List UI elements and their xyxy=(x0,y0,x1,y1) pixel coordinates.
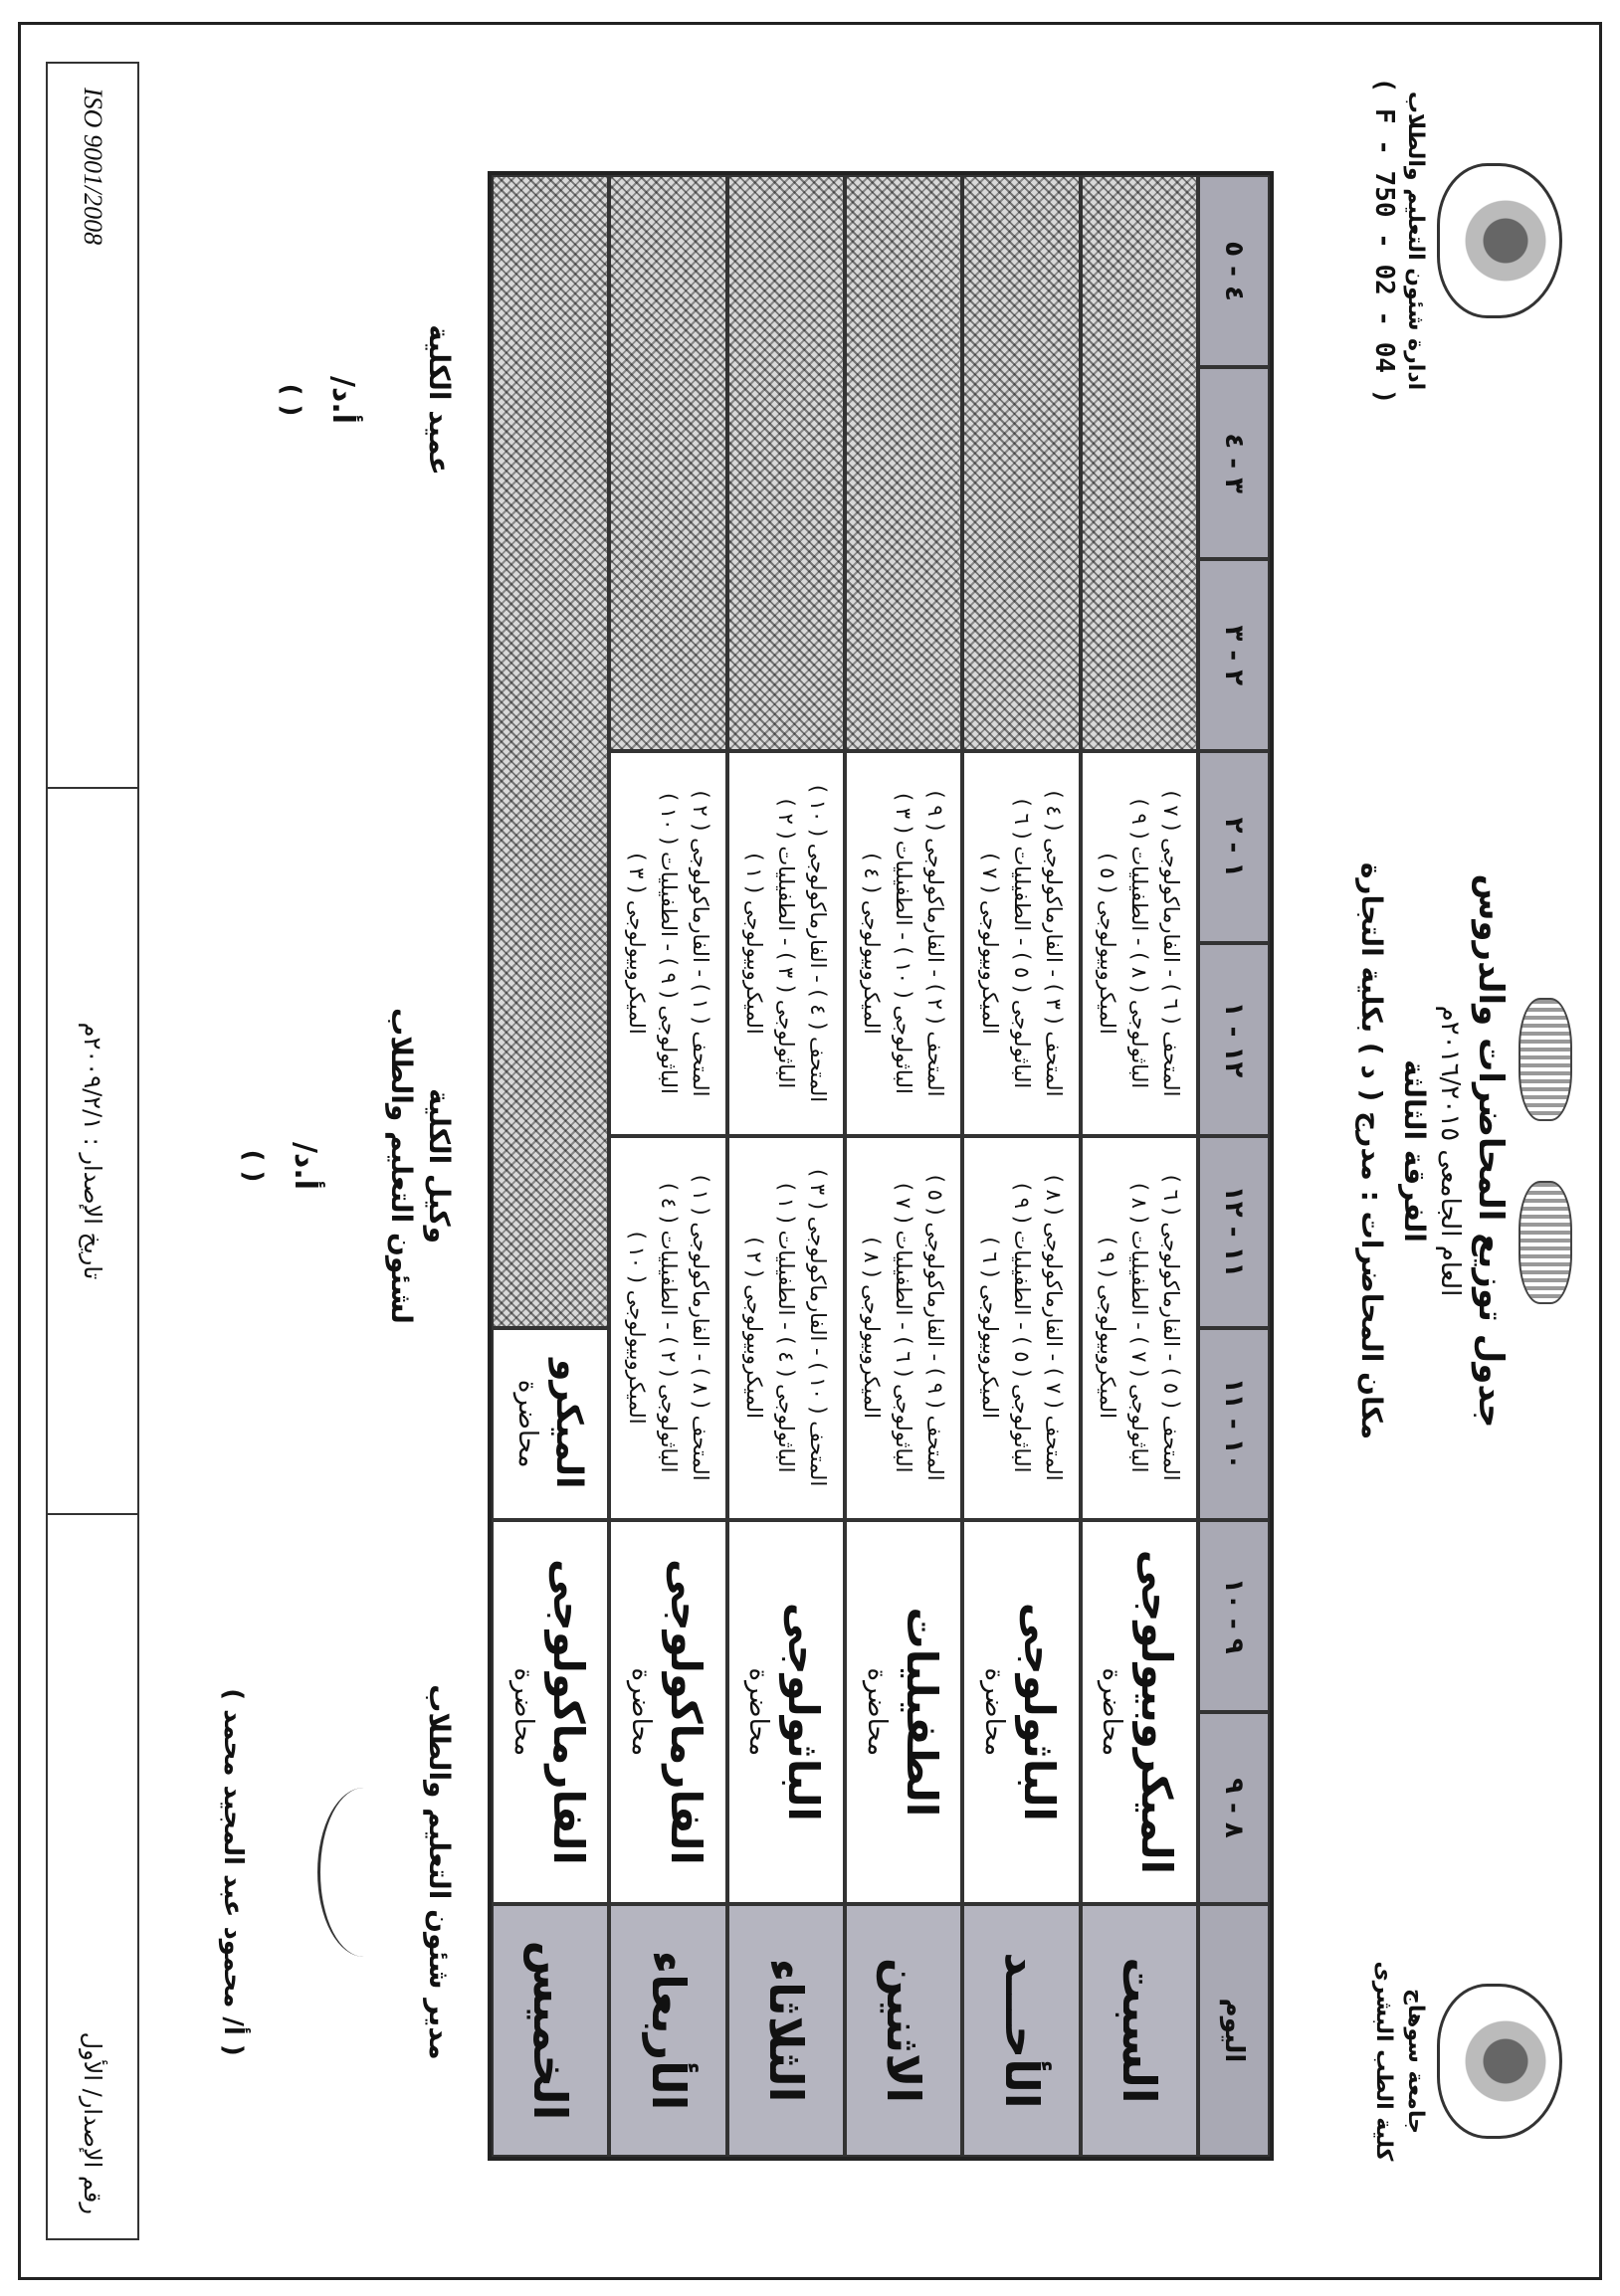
practical-cell: المتحف ( ٢ ) - الفارماكولوجى ( ٩ ) الباثولوجى ( ١٠ ) - الطفيليات ( ٣ ) الميكروبيولوجى ( ٤ ) xyxy=(845,751,962,1135)
director-signature xyxy=(218,1653,458,2091)
dean-signature xyxy=(276,181,458,619)
vice-dean-role: وكيل الكلية xyxy=(423,1087,456,1244)
lecture-subject: الفارماكولوجى xyxy=(543,1559,593,1865)
dean-name: ( ) xyxy=(276,383,305,417)
edition-number: رقم الإصدار/ الأول xyxy=(79,2031,106,2214)
lecture-location xyxy=(1355,669,1388,1633)
class-year: الفرقة الثالثة xyxy=(1398,1059,1431,1243)
practical-cell: المتحف ( ٤ ) - الفارماكولوجى ( ١٠ ) الباثولوجى ( ٣ ) - الطفيليات ( ٢ ) الميكروبيولوجى ( ١ ) xyxy=(727,751,845,1135)
page-title: جدول توزيع المحاضرات والدروس xyxy=(1471,873,1511,1429)
iso-logo xyxy=(1519,998,1572,1121)
lecture-cell xyxy=(962,1520,1080,1904)
empty-slot xyxy=(492,175,609,1328)
lecture-kind: محاضرة xyxy=(743,1667,774,1757)
practical-cell: المتحف ( ٣ ) - الفارماكولوجى ( ٤ ) الباثولوجى ( ٥ ) - الطفيليات ( ٦ ) الميكروبيولوجى ( ٧ ) xyxy=(962,751,1080,1135)
day-cell: الأحـــد xyxy=(962,1904,1080,2157)
time-header: ١ - ٢ xyxy=(1198,751,1270,943)
document-footer xyxy=(46,62,139,2240)
practical-cell: المتحف ( ٥ ) - الفارماكولوجى ( ٦ ) الباثولوجى ( ٧ ) - الطفيليات ( ٨ ) الميكروبيولوجى ( ٩ ) xyxy=(1081,1136,1198,1520)
day-cell: الأربعاء xyxy=(609,1904,726,2157)
schedule-table xyxy=(488,171,1274,2161)
time-header: ٩ - ١٠ xyxy=(1198,1520,1270,1712)
day-cell: الاثنين xyxy=(845,1904,962,2157)
lecture-subject: الباثولوجى xyxy=(1015,1602,1065,1821)
vice-dean-role-line2: لشئون التعليم والطلاب xyxy=(385,1008,418,1324)
iso-certification: ISO 9001/2008 xyxy=(79,88,107,246)
practical-cell: المتحف ( ٩ ) - الفارماكولوجى ( ٥ ) الباثولوجى ( ٦ ) - الطفيليات ( ٧ ) الميكروبيولوجى ( ٨ ) xyxy=(845,1136,962,1520)
vice-dean-initials: أ.د/ xyxy=(288,1141,322,1191)
day-cell: السبت xyxy=(1081,1904,1198,2157)
time-header: ٣ - ٤ xyxy=(1198,367,1270,559)
day-cell: الثلاثاء xyxy=(727,1904,845,2157)
location-value: مدرج ( د ) بكلية التجارة xyxy=(1355,861,1388,1181)
title-block xyxy=(1355,669,1572,1633)
lecture-cell xyxy=(1081,1520,1198,1904)
dean-role: عميد الكلية xyxy=(423,324,456,476)
practical-cell: المتحف ( ٦ ) - الفارماكولوجى ( ٧ ) الباثولوجى ( ٨ ) - الطفيليات ( ٩ ) الميكروبيولوجى ( ٥ ) xyxy=(1081,751,1198,1135)
lecture-kind: محاضرة xyxy=(507,1667,538,1757)
lecture-subject: الفارماكولوجى xyxy=(662,1559,711,1865)
practical-cell: المتحف ( ١ ) - الفارماكولوجى ( ٢ ) الباثولوجى ( ٩ ) - الطفيليات ( ١٠ ) الميكروبيولوجى ( ٣ ) xyxy=(609,751,726,1135)
lecture-subject: الباثولوجى xyxy=(779,1602,829,1821)
empty-slot xyxy=(1081,175,1198,751)
accreditation-logos xyxy=(1519,669,1572,1633)
lecture-kind: محاضرة xyxy=(861,1667,892,1757)
lecture-cell xyxy=(845,1520,962,1904)
lecture-kind: محاضرة xyxy=(511,1379,542,1468)
handwritten-signature xyxy=(317,1788,410,1957)
empty-slot xyxy=(845,175,962,751)
time-header: ٤ - ٥ xyxy=(1198,175,1270,367)
form-code: ( F - 750 - 02 - 04 ) xyxy=(1369,77,1399,405)
time-header: ١٠ - ١١ xyxy=(1198,1328,1270,1520)
lecture-kind: محاضرة xyxy=(1097,1667,1127,1757)
department-name: ادارة شئون التعليم والطلاب xyxy=(1403,91,1428,391)
academic-year: العام الجامعى ٢٠١٦/٢٠١٥م xyxy=(1435,1005,1465,1297)
location-label: مكان المحاضرات : xyxy=(1355,1190,1388,1440)
lecture-subject: الميكروبيولوجى xyxy=(1132,1549,1182,1875)
practical-cell: المتحف ( ٧ ) - الفارماكولوجى ( ٨ ) الباثولوجى ( ٥ ) - الطفيليات ( ٩ ) الميكروبيولوجى ( ٦ ) xyxy=(962,1136,1080,1520)
schedule-sheet xyxy=(18,22,1602,2280)
lecture-subject: الطفيليات xyxy=(897,1607,946,1818)
time-header: ٨ - ٩ xyxy=(1198,1712,1270,1904)
lecture-cell xyxy=(727,1520,845,1904)
lecture-kind: محاضرة xyxy=(626,1667,657,1757)
empty-slot xyxy=(727,175,845,751)
empty-slot xyxy=(609,175,726,751)
lecture-cell xyxy=(492,1328,609,1520)
issue-date: تاريخ الإصدار : ٢٠٠٩/٢/١م xyxy=(48,787,137,1514)
university-name: جامعة سوهاج xyxy=(1403,1989,1428,2134)
quality-logo xyxy=(1519,1181,1572,1304)
practical-cell: المتحف ( ١٠ ) - الفارماكولوجى ( ٣ ) الباثولوجى ( ٤ ) - الطفيليات ( ١ ) الميكروبيولوجى ( ٢ ) xyxy=(727,1136,845,1520)
time-header: ٢ - ٣ xyxy=(1198,559,1270,751)
department-header xyxy=(1369,62,1562,420)
director-name: ( أ/ محمود عبد المجيد محمد ) xyxy=(218,1688,248,2056)
vice-dean-name: ( ) xyxy=(238,1149,268,1183)
time-header: ١٢ - ١ xyxy=(1198,943,1270,1135)
vice-dean-signature xyxy=(238,947,458,1385)
day-cell: الخميس xyxy=(492,1904,609,2157)
university-header xyxy=(1367,1882,1562,2240)
department-logo xyxy=(1437,163,1562,318)
director-role: مدير شئون التعليم والطلاب xyxy=(423,1684,456,2060)
day-column-header: اليوم xyxy=(1198,1904,1270,2157)
lecture-cell xyxy=(609,1520,726,1904)
faculty-name: كلية الطب البشرى xyxy=(1371,1961,1396,2162)
dean-initials: أ.د/ xyxy=(325,375,360,425)
practical-cell: المتحف ( ٨ ) - الفارماكولوجى ( ١ ) الباثولوجى ( ٢ ) - الطفيليات ( ٤ ) الميكروبيولوجى ( ١٠ ) xyxy=(609,1136,726,1520)
empty-slot xyxy=(962,175,1080,751)
lecture-cell xyxy=(492,1520,609,1904)
lecture-kind: محاضرة xyxy=(979,1667,1010,1757)
lecture-subject: الميكرو xyxy=(547,1359,589,1489)
university-logo xyxy=(1437,1984,1562,2139)
time-header: ١١ - ١٢ xyxy=(1198,1136,1270,1328)
